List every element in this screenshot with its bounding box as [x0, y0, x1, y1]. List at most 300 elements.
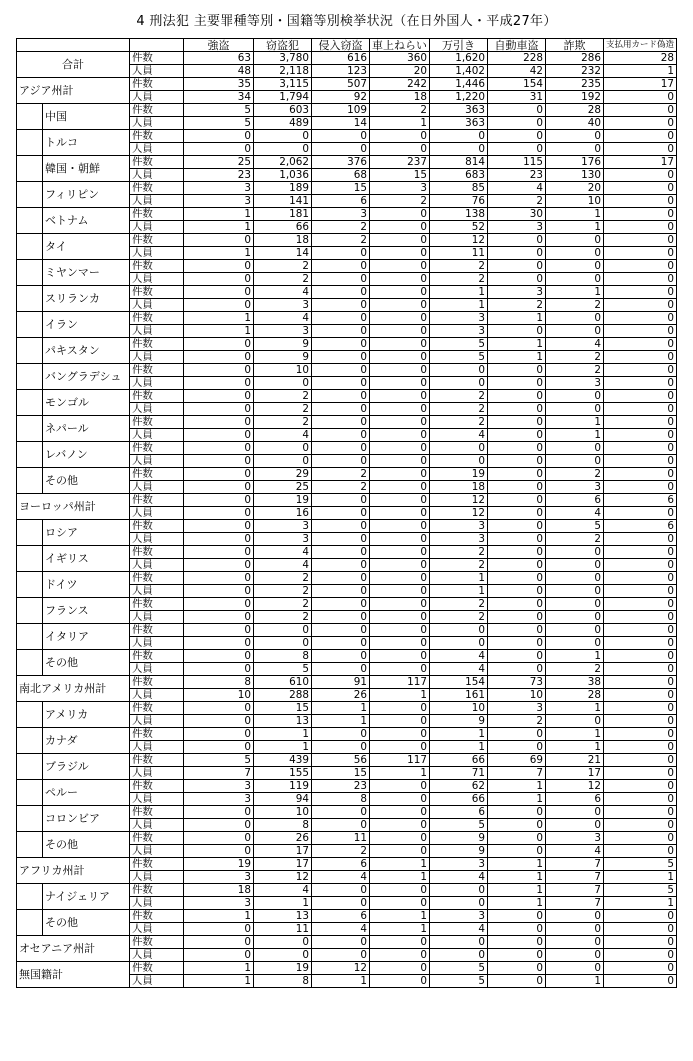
value-cell: 0 — [184, 663, 254, 676]
value-cell: 17 — [254, 845, 312, 858]
value-cell: 0 — [488, 585, 546, 598]
value-cell: 0 — [254, 455, 312, 468]
persons-label: 人員 — [130, 273, 184, 286]
value-cell: 0 — [430, 936, 488, 949]
value-cell: 0 — [430, 143, 488, 156]
persons-label: 人員 — [130, 637, 184, 650]
value-cell: 14 — [254, 247, 312, 260]
value-cell: 2 — [254, 390, 312, 403]
persons-label: 人員 — [130, 299, 184, 312]
value-cell: 0 — [604, 325, 677, 338]
value-cell: 11 — [254, 923, 312, 936]
indent-cell — [17, 754, 43, 780]
value-cell: 4 — [312, 871, 370, 884]
value-cell: 154 — [488, 78, 546, 91]
value-cell: 0 — [546, 559, 604, 572]
value-cell: 0 — [370, 429, 430, 442]
value-cell: 0 — [604, 455, 677, 468]
value-cell: 3 — [430, 910, 488, 923]
value-cell: 2 — [254, 260, 312, 273]
value-cell: 1 — [184, 312, 254, 325]
value-cell: 0 — [184, 455, 254, 468]
value-cell: 0 — [604, 923, 677, 936]
value-cell: 25 — [184, 156, 254, 169]
value-cell: 0 — [604, 624, 677, 637]
cases-label: 件数 — [130, 494, 184, 507]
value-cell: 0 — [184, 351, 254, 364]
value-cell: 0 — [546, 715, 604, 728]
value-cell: 2 — [430, 403, 488, 416]
value-cell: 0 — [312, 390, 370, 403]
value-cell: 0 — [184, 923, 254, 936]
value-cell: 66 — [254, 221, 312, 234]
value-cell: 0 — [488, 663, 546, 676]
value-cell: 10 — [254, 364, 312, 377]
value-cell: 0 — [370, 494, 430, 507]
value-cell: 4 — [430, 650, 488, 663]
value-cell: 0 — [184, 936, 254, 949]
table-row — [17, 572, 677, 585]
value-cell: 19 — [254, 962, 312, 975]
value-cell: 1 — [184, 208, 254, 221]
value-cell: 0 — [370, 234, 430, 247]
value-cell: 3 — [430, 520, 488, 533]
value-cell: 3 — [430, 312, 488, 325]
value-cell: 0 — [312, 429, 370, 442]
value-cell: 2 — [370, 195, 430, 208]
value-cell: 0 — [430, 442, 488, 455]
persons-label: 人員 — [130, 741, 184, 754]
value-cell: 0 — [312, 741, 370, 754]
value-cell: 5 — [184, 754, 254, 767]
cases-label: 件数 — [130, 156, 184, 169]
persons-label: 人員 — [130, 819, 184, 832]
persons-label: 人員 — [130, 65, 184, 78]
value-cell: 117 — [370, 754, 430, 767]
value-cell: 1 — [184, 325, 254, 338]
value-cell: 94 — [254, 793, 312, 806]
value-cell: 0 — [312, 312, 370, 325]
value-cell: 683 — [430, 169, 488, 182]
value-cell: 0 — [370, 572, 430, 585]
value-cell: 0 — [604, 533, 677, 546]
value-cell: 1 — [488, 897, 546, 910]
value-cell: 0 — [546, 923, 604, 936]
value-cell: 0 — [312, 806, 370, 819]
value-cell: 0 — [604, 507, 677, 520]
country-name: イラン — [43, 312, 130, 338]
cases-label: 件数 — [130, 650, 184, 663]
value-cell: 68 — [312, 169, 370, 182]
value-cell: 2 — [546, 299, 604, 312]
value-cell: 0 — [184, 390, 254, 403]
value-cell: 1 — [430, 741, 488, 754]
value-cell: 2 — [430, 273, 488, 286]
value-cell: 0 — [604, 377, 677, 390]
value-cell: 155 — [254, 767, 312, 780]
value-cell: 19 — [430, 468, 488, 481]
value-cell: 0 — [488, 416, 546, 429]
value-cell: 0 — [488, 507, 546, 520]
cases-label: 件数 — [130, 624, 184, 637]
value-cell: 16 — [254, 507, 312, 520]
value-cell: 439 — [254, 754, 312, 767]
country-name: カナダ — [43, 728, 130, 754]
value-cell: 2 — [254, 598, 312, 611]
value-cell: 0 — [604, 429, 677, 442]
value-cell: 15 — [254, 702, 312, 715]
value-cell: 0 — [312, 572, 370, 585]
value-cell: 7 — [184, 767, 254, 780]
value-cell: 17 — [604, 78, 677, 91]
value-cell: 0 — [370, 650, 430, 663]
value-cell: 29 — [254, 468, 312, 481]
value-cell: 0 — [312, 338, 370, 351]
cases-label: 件数 — [130, 780, 184, 793]
value-cell: 237 — [370, 156, 430, 169]
value-cell: 0 — [184, 702, 254, 715]
country-name: ブラジル — [43, 754, 130, 780]
value-cell: 1 — [546, 416, 604, 429]
value-cell: 0 — [488, 390, 546, 403]
value-cell: 2 — [488, 195, 546, 208]
value-cell: 0 — [488, 962, 546, 975]
table-row — [17, 598, 677, 611]
value-cell: 7 — [488, 767, 546, 780]
value-cell: 0 — [604, 650, 677, 663]
value-cell: 1 — [254, 728, 312, 741]
value-cell: 0 — [604, 416, 677, 429]
persons-label: 人員 — [130, 377, 184, 390]
country-name: ペルー — [43, 780, 130, 806]
value-cell: 0 — [546, 312, 604, 325]
value-cell: 2 — [254, 572, 312, 585]
value-cell: 0 — [546, 962, 604, 975]
value-cell: 3 — [488, 286, 546, 299]
persons-label: 人員 — [130, 351, 184, 364]
persons-label: 人員 — [130, 585, 184, 598]
value-cell: 8 — [254, 819, 312, 832]
value-cell: 1,220 — [430, 91, 488, 104]
value-cell: 0 — [488, 728, 546, 741]
table-row — [17, 260, 677, 273]
value-cell: 1,402 — [430, 65, 488, 78]
value-cell: 141 — [254, 195, 312, 208]
value-cell: 3 — [430, 325, 488, 338]
value-cell: 0 — [604, 780, 677, 793]
value-cell: 0 — [370, 377, 430, 390]
value-cell: 0 — [184, 741, 254, 754]
value-cell: 0 — [488, 598, 546, 611]
table-row — [17, 832, 677, 845]
value-cell: 2 — [370, 104, 430, 117]
value-cell: 0 — [604, 585, 677, 598]
value-cell: 0 — [604, 767, 677, 780]
value-cell: 0 — [604, 715, 677, 728]
value-cell: 5 — [604, 884, 677, 897]
value-cell: 2 — [312, 845, 370, 858]
table-row — [17, 624, 677, 637]
value-cell: 66 — [430, 793, 488, 806]
value-cell: 15 — [370, 169, 430, 182]
value-cell: 2 — [312, 221, 370, 234]
value-cell: 0 — [370, 884, 430, 897]
table-row — [17, 910, 677, 923]
value-cell: 0 — [488, 104, 546, 117]
country-name: その他 — [43, 650, 130, 676]
value-cell: 20 — [370, 65, 430, 78]
value-cell: 6 — [312, 858, 370, 871]
cases-label: 件数 — [130, 312, 184, 325]
value-cell: 0 — [488, 611, 546, 624]
value-cell: 0 — [430, 624, 488, 637]
value-cell: 0 — [312, 585, 370, 598]
persons-label: 人員 — [130, 923, 184, 936]
value-cell: 176 — [546, 156, 604, 169]
value-cell: 7 — [546, 871, 604, 884]
value-cell: 3 — [370, 182, 430, 195]
value-cell: 109 — [312, 104, 370, 117]
value-cell: 25 — [254, 481, 312, 494]
value-cell: 6 — [604, 520, 677, 533]
table-row — [17, 962, 677, 975]
value-cell: 10 — [488, 689, 546, 702]
value-cell: 0 — [370, 299, 430, 312]
value-cell: 0 — [604, 962, 677, 975]
value-cell: 0 — [312, 416, 370, 429]
table-row — [17, 52, 677, 65]
value-cell: 507 — [312, 78, 370, 91]
value-cell: 0 — [546, 936, 604, 949]
header-card-forgery: 支払用カード偽造 — [604, 39, 677, 52]
indent-cell — [17, 416, 43, 442]
value-cell: 1,620 — [430, 52, 488, 65]
value-cell: 0 — [604, 949, 677, 962]
value-cell: 0 — [604, 754, 677, 767]
country-name: 中国 — [43, 104, 130, 130]
value-cell: 0 — [604, 663, 677, 676]
value-cell: 10 — [184, 689, 254, 702]
value-cell: 0 — [604, 936, 677, 949]
region-name: 無国籍計 — [17, 962, 130, 988]
value-cell: 0 — [604, 975, 677, 988]
value-cell: 73 — [488, 676, 546, 689]
table-row — [17, 442, 677, 455]
value-cell: 0 — [370, 949, 430, 962]
value-cell: 3 — [254, 533, 312, 546]
table-row — [17, 728, 677, 741]
value-cell: 0 — [184, 715, 254, 728]
cases-label: 件数 — [130, 234, 184, 247]
value-cell: 1 — [604, 65, 677, 78]
country-name: コロンビア — [43, 806, 130, 832]
value-cell: 23 — [184, 169, 254, 182]
value-cell: 91 — [312, 676, 370, 689]
value-cell: 0 — [184, 611, 254, 624]
value-cell: 5 — [430, 338, 488, 351]
value-cell: 0 — [546, 273, 604, 286]
value-cell: 3 — [312, 208, 370, 221]
cases-label: 件数 — [130, 468, 184, 481]
value-cell: 0 — [604, 208, 677, 221]
value-cell: 42 — [488, 65, 546, 78]
value-cell: 0 — [370, 637, 430, 650]
country-name: ネパール — [43, 416, 130, 442]
value-cell: 0 — [184, 143, 254, 156]
value-cell: 0 — [604, 390, 677, 403]
value-cell: 0 — [370, 416, 430, 429]
value-cell: 85 — [430, 182, 488, 195]
value-cell: 154 — [430, 676, 488, 689]
value-cell: 0 — [254, 377, 312, 390]
country-name: アメリカ — [43, 702, 130, 728]
value-cell: 0 — [546, 403, 604, 416]
cases-label: 件数 — [130, 416, 184, 429]
value-cell: 0 — [312, 728, 370, 741]
value-cell: 1 — [488, 338, 546, 351]
value-cell: 181 — [254, 208, 312, 221]
value-cell: 0 — [488, 442, 546, 455]
value-cell: 0 — [184, 507, 254, 520]
value-cell: 0 — [312, 897, 370, 910]
value-cell: 0 — [488, 806, 546, 819]
value-cell: 11 — [430, 247, 488, 260]
value-cell: 0 — [254, 637, 312, 650]
value-cell: 5 — [254, 663, 312, 676]
value-cell: 3 — [546, 832, 604, 845]
value-cell: 2 — [254, 416, 312, 429]
indent-cell — [17, 780, 43, 806]
value-cell: 360 — [370, 52, 430, 65]
country-name: その他 — [43, 468, 130, 494]
value-cell: 3 — [430, 858, 488, 871]
table-row — [17, 156, 677, 169]
value-cell: 1 — [430, 572, 488, 585]
value-cell: 242 — [370, 78, 430, 91]
persons-label: 人員 — [130, 767, 184, 780]
value-cell: 1 — [430, 728, 488, 741]
value-cell: 2 — [546, 351, 604, 364]
cases-label: 件数 — [130, 520, 184, 533]
value-cell: 0 — [370, 585, 430, 598]
persons-label: 人員 — [130, 91, 184, 104]
indent-cell — [17, 650, 43, 676]
value-cell: 0 — [312, 819, 370, 832]
value-cell: 0 — [488, 546, 546, 559]
region-name: 南北アメリカ州計 — [17, 676, 130, 702]
value-cell: 1 — [546, 650, 604, 663]
value-cell: 0 — [430, 130, 488, 143]
value-cell: 610 — [254, 676, 312, 689]
value-cell: 0 — [254, 949, 312, 962]
table-row — [17, 806, 677, 819]
persons-label: 人員 — [130, 845, 184, 858]
cases-label: 件数 — [130, 728, 184, 741]
value-cell: 0 — [370, 364, 430, 377]
value-cell: 0 — [604, 312, 677, 325]
value-cell: 17 — [604, 156, 677, 169]
value-cell: 3 — [184, 195, 254, 208]
value-cell: 5 — [546, 520, 604, 533]
value-cell: 0 — [184, 819, 254, 832]
value-cell: 62 — [430, 780, 488, 793]
value-cell: 0 — [370, 325, 430, 338]
header-car-breakin: 車上ねらい — [370, 39, 430, 52]
persons-label: 人員 — [130, 507, 184, 520]
cases-label: 件数 — [130, 702, 184, 715]
value-cell: 0 — [546, 546, 604, 559]
value-cell: 1,036 — [254, 169, 312, 182]
value-cell: 0 — [488, 559, 546, 572]
value-cell: 2 — [254, 273, 312, 286]
value-cell: 0 — [604, 559, 677, 572]
value-cell: 0 — [488, 325, 546, 338]
value-cell: 1 — [488, 312, 546, 325]
value-cell: 3 — [254, 520, 312, 533]
value-cell: 28 — [604, 52, 677, 65]
value-cell: 11 — [312, 832, 370, 845]
value-cell: 2,118 — [254, 65, 312, 78]
value-cell: 192 — [546, 91, 604, 104]
value-cell: 1 — [370, 858, 430, 871]
indent-cell — [17, 572, 43, 598]
value-cell: 12 — [546, 780, 604, 793]
table-row — [17, 650, 677, 663]
value-cell: 0 — [488, 455, 546, 468]
cases-label: 件数 — [130, 182, 184, 195]
value-cell: 0 — [604, 637, 677, 650]
value-cell: 232 — [546, 65, 604, 78]
value-cell: 3 — [488, 702, 546, 715]
value-cell: 0 — [488, 949, 546, 962]
value-cell: 0 — [370, 338, 430, 351]
table-row — [17, 416, 677, 429]
country-name: ロシア — [43, 520, 130, 546]
value-cell: 1 — [312, 702, 370, 715]
cases-label: 件数 — [130, 832, 184, 845]
value-cell: 0 — [546, 819, 604, 832]
value-cell: 2 — [312, 468, 370, 481]
value-cell: 38 — [546, 676, 604, 689]
indent-cell — [17, 182, 43, 208]
table-body — [17, 52, 677, 988]
value-cell: 15 — [312, 182, 370, 195]
header-car-theft: 自動車盗 — [488, 39, 546, 52]
value-cell: 14 — [312, 117, 370, 130]
table-row — [17, 780, 677, 793]
value-cell: 3 — [546, 481, 604, 494]
cases-label: 件数 — [130, 260, 184, 273]
value-cell: 0 — [370, 351, 430, 364]
value-cell: 0 — [604, 143, 677, 156]
table-row — [17, 546, 677, 559]
value-cell: 0 — [546, 325, 604, 338]
value-cell: 0 — [312, 325, 370, 338]
indent-cell — [17, 286, 43, 312]
value-cell: 4 — [254, 429, 312, 442]
table-row — [17, 390, 677, 403]
value-cell: 28 — [546, 104, 604, 117]
value-cell: 0 — [604, 299, 677, 312]
country-name: ドイツ — [43, 572, 130, 598]
value-cell: 0 — [370, 780, 430, 793]
value-cell: 0 — [604, 676, 677, 689]
value-cell: 12 — [430, 234, 488, 247]
table-row — [17, 468, 677, 481]
value-cell: 0 — [312, 559, 370, 572]
persons-label: 人員 — [130, 143, 184, 156]
value-cell: 0 — [488, 923, 546, 936]
